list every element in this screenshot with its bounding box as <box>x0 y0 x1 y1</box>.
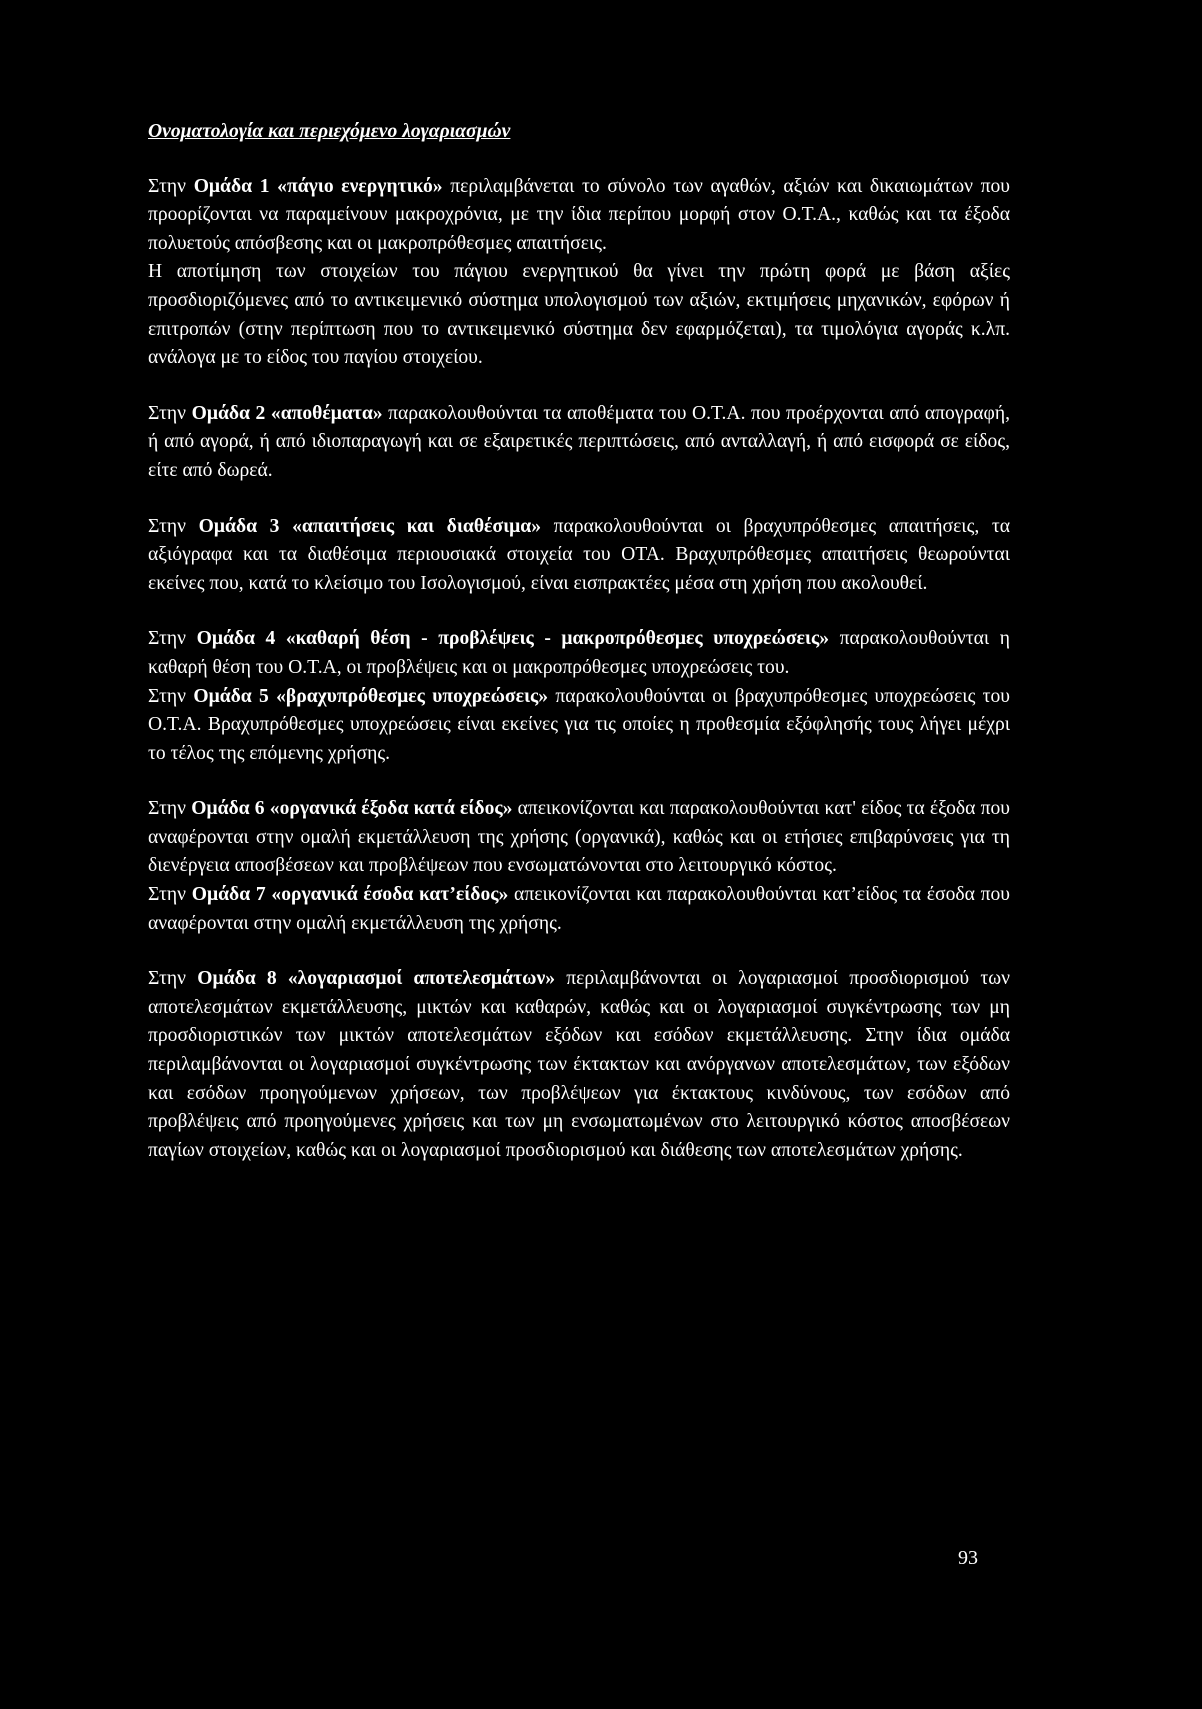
paragraph-group-6: Στην Ομάδα 6 «οργανικά έξοδα κατά είδος» απεικονίζονται και παρακολουθούνται κατ' είδος τα έξοδα που αναφέρονται στην ομαλή εκμετάλλευση της χρήσης (οργανικά), καθώς και οι ετήσιες επιβαρύνσεις για τη διενέργεια αποσβέσεων και προβλέψεων που ενσωματώνονται στο λειτουργικό κόστος. <box>148 798 1010 877</box>
paragraph-group-7: Στην Ομάδα 7 «οργανικά έσοδα κατ’είδος» απεικονίζονται και παρακολουθούνται κατ’είδος τα έσοδα που αναφέρονται στην ομαλή εκμετάλλευση της χρήσης. <box>148 884 1010 934</box>
group-2-label: Ομάδα 2 «αποθέματα» <box>191 402 383 424</box>
paragraph-group-3: Στην Ομάδα 3 «απαιτήσεις και διαθέσιμα» παρακολουθούνται οι βραχυπρόθεσμες απαιτήσεις, τα αξιόγραφα και τα διαθέσιμα περιουσιακά στοιχεία του ΟΤΑ. Βραχυπρόθεσμες απαιτήσεις θεωρούνται εκείνες που, κατά το κλείσιμο του Ισολογισμού, είναι εισπρακτέες μέσα στη χρήση που ακολουθεί. <box>148 515 1010 594</box>
group-5-label: Ομάδα 5 «βραχυπρόθεσμες υποχρεώσεις» <box>193 685 549 707</box>
group-6-label: Ομάδα 6 «οργανικά έξοδα κατά είδος» <box>191 798 513 820</box>
paragraph-group-8: Στην Ομάδα 8 «λογαριασμοί αποτελεσμάτων» περιλαμβάνονται οι λογαριασμοί προσδιορισμού των αποτελεσμάτων εκμετάλλευσης, μικτών και καθαρών, καθώς και οι λογαριασμοί συγκέντρωσης των μη προσδιοριστικών των μικτών αποτελεσμάτων εξόδων και εσόδων εκμετάλλευσης. Στην ίδια ομάδα περιλαμβάνονται οι λογαριασμοί συγκέντρωσης των έκτακτων και ανόργανων αποτελεσμάτων, των εξόδων και εσόδων προηγούμενων χρήσεων, των προβλέψεων για έκτακτους κινδύνους, των εσόδων από προβλέψεις από προηγούμενες χρήσεις και των μη ενσωματωμένων στο λειτουργικό κόστος αποσβέσεων παγίων στοιχείων, καθώς και οι λογαριασμοί προσδιορισμού και διάθεσης των αποτελεσμάτων χρήσης. <box>148 968 1010 1161</box>
paragraph-group-5: Στην Ομάδα 5 «βραχυπρόθεσμες υποχρεώσεις» παρακολουθούνται οι βραχυπρόθεσμες υποχρεώσεις του Ο.Τ.Α. Βραχυπρόθεσμες υποχρεώσεις είναι εκείνες για τις οποίες η προθεσμία εξόφλησής τους λήγει μέχρι το τέλος της επόμενης χρήσης. <box>148 685 1010 764</box>
group-3-label: Ομάδα 3 «απαιτήσεις και διαθέσιμα» <box>198 515 542 537</box>
paragraph-group-2: Στην Ομάδα 2 «αποθέματα» παρακολουθούνται τα αποθέματα του Ο.Τ.Α. που προέρχονται από απογραφή, ή από αγορά, ή από ιδιοπαραγωγή και σε εξαιρετικές περιπτώσεις, από ανταλλαγή, ή από εισφορά σε είδος, είτε από δωρεά. <box>148 402 1010 481</box>
group-8-label: Ομάδα 8 «λογαριασμοί αποτελεσμάτων» <box>197 968 555 990</box>
group-1-label: Ομάδα 1 «πάγιο ενεργητικό» <box>193 175 443 197</box>
paragraph-valuation: Η αποτίμηση των στοιχείων του πάγιου ενεργητικού θα γίνει την πρώτη φορά με βάση αξίες προσδιοριζόμενες από το αντικειμενικό σύστημα υπολογισμού των αξιών, εκτιμήσεις μηχανικών, εφόρων ή επιτροπών (στην περίπτωση που το αντικειμενικό σύστημα δεν εφαρμόζεται), τα τιμολόγια αγοράς κ.λπ. ανάλογα με το είδος του παγίου στοιχείου. <box>148 261 1010 369</box>
paragraph-group-1: Στην Ομάδα 1 «πάγιο ενεργητικό» περιλαμβάνεται το σύνολο των αγαθών, αξιών και δικαιωμάτων που προορίζονται να παραμείνουν μακροχρόνια, με την ίδια περίπου μορφή στον Ο.Τ.Α., καθώς και τα έξοδα πολυετούς απόσβεσης και οι μακροπρόθεσμες απαιτήσεις. <box>148 175 1010 254</box>
section-heading: Ονοματολογία και περιεχόμενο λογαριασμών <box>148 121 511 142</box>
group-7-label: Ομάδα 7 «οργανικά έσοδα κατ’είδος» <box>191 884 509 906</box>
paragraph-group-4: Στην Ομάδα 4 «καθαρή θέση - προβλέψεις - μακροπρόθεσμες υποχρεώσεις» παρακολουθούνται η καθαρή θέση του Ο.Τ.Α, οι προβλέψεις και οι μακροπρόθεσμες υποχρεώσεις του. <box>148 628 1011 678</box>
group-4-label: Ομάδα 4 «καθαρή θέση - προβλέψεις - μακροπρόθεσμες υποχρεώσεις» <box>196 628 830 650</box>
document-body <box>148 118 1010 1165</box>
page-number: 93 <box>958 1547 978 1569</box>
